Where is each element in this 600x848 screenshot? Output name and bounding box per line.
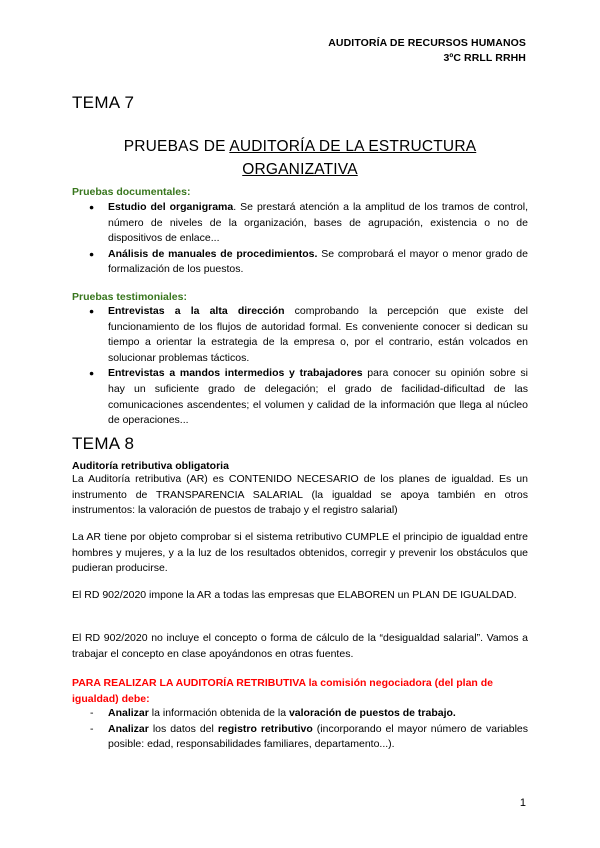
header-line-2: 3ºC RRLL RRHH <box>443 52 526 64</box>
paragraph-3: El RD 902/2020 impone la AR a todas las empresas que ELABOREN un PLAN DE IGUALDAD. <box>72 589 517 601</box>
list-item: ● Entrevistas a la alta dirección comprobando la percepción que existe del funcionamiento de los flujos de autoridad formal. Es conveniente conocer si dedican su tiempo a orientar la estrategia de la empresa o, por el contrario, están volcados en solucionar problemas tácticos. <box>72 304 528 366</box>
paragraph-4: El RD 902/2020 no incluye el concepto o forma de cálculo de la “desigualdad salarial”. Vamos a trabajar el concepto en clase apoyándonos en otras fuentes. <box>72 632 528 660</box>
documentales-list <box>72 200 528 278</box>
list-item: - Analizar la información obtenida de la valoración de puestos de trabajo. <box>72 706 528 722</box>
title-prefix: PRUEBAS DE <box>123 138 230 155</box>
section-documentales-label: Pruebas documentales: <box>72 186 191 198</box>
tema8-subheading: Auditoría retributiva obligatoria <box>72 460 229 472</box>
tema8-heading: TEMA 8 <box>72 434 135 453</box>
title-underlined-2: ORGANIZATIVA <box>242 161 358 178</box>
paragraph-1: La Auditoría retributiva (AR) es CONTENIDO NECESARIO de los planes de igualdad. Es un instrumento de TRANSPARENCIA SALARIAL (la igualdad se apoya también en otros instrumentos: la valoración de puestos de trabajo y el registro salarial) <box>72 473 528 517</box>
paragraph-2: La AR tiene por objeto comprobar si el sistema retributivo CUMPLE el principio de igualdad entre hombres y mujeres, y a la luz de los resultados obtenidos, corregir y prevenir los obstáculos que pudieran producirse. <box>72 531 528 575</box>
auditoria-instructions-heading: PARA REALIZAR LA AUDITORÍA RETRIBUTIVA la comisión negociadora (del plan de igualdad) debe: <box>72 677 493 705</box>
page-number: 1 <box>519 797 526 809</box>
list-item: ● Estudio del organigrama. Se prestará atención a la amplitud de los tramos de control, número de niveles de la organización, bases de agrupación, existencia o no de dispositivos de enlace... <box>72 200 528 247</box>
document-header <box>328 36 526 66</box>
list-item: ● Análisis de manuales de procedimientos. Se comprobará el mayor o menor grado de formalización de los puestos. <box>72 247 528 278</box>
analysis-steps-list <box>72 706 528 753</box>
header-line-1: AUDITORÍA DE RECURSOS HUMANOS <box>328 37 526 49</box>
section-testimoniales-label: Pruebas testimoniales: <box>72 291 187 303</box>
tema7-title <box>72 135 528 181</box>
testimoniales-list <box>72 304 528 429</box>
list-item: ● Entrevistas a mandos intermedios y trabajadores para conocer su opinión sobre si hay un suficiente grado de delegación; el grado de facilidad-dificultad de las comunicaciones ascendentes; el volumen y calidad de la información que llega al núcleo de operaciones... <box>72 366 528 428</box>
title-underlined-1: AUDITORÍA DE LA ESTRUCTURA <box>229 138 477 155</box>
tema7-heading: TEMA 7 <box>72 93 135 112</box>
list-item: - Analizar los datos del registro retributivo (incorporando el mayor número de variables posible: edad, responsabilidades familiares, departamento...). <box>72 722 528 753</box>
